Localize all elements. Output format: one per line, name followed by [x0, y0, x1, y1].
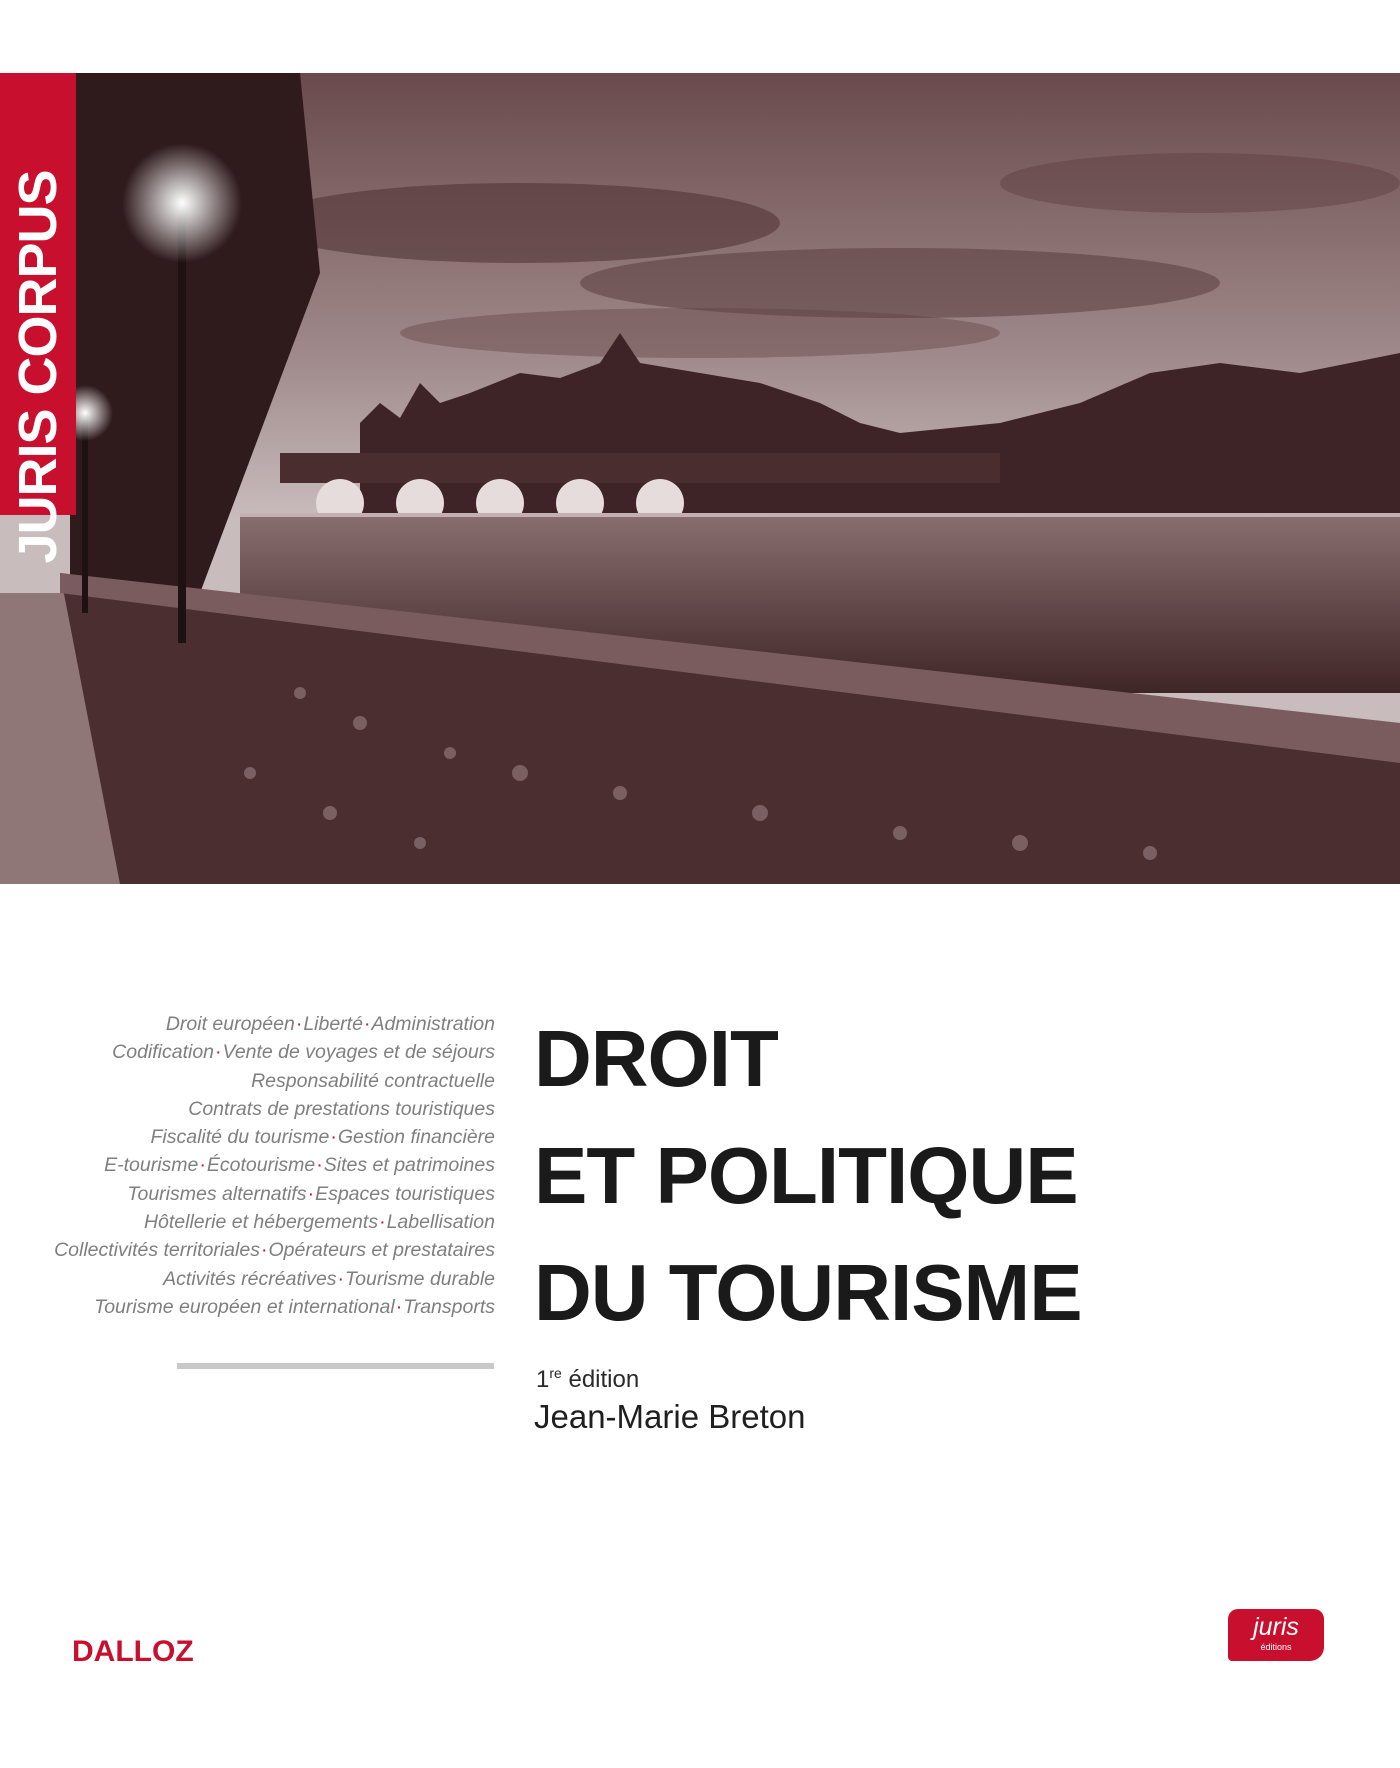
topic-item: E-tourisme [104, 1154, 199, 1177]
topic-item: Transports [403, 1295, 495, 1318]
topic-item: Tourisme durable [345, 1267, 495, 1290]
topic-line [0, 1038, 495, 1066]
juris-logo-sub: éditions [1260, 1642, 1292, 1652]
book-title [534, 1000, 1082, 1351]
author-name: Jean-Marie Breton [534, 1398, 806, 1435]
topic-separator: · [363, 1013, 371, 1035]
cover-photo [0, 73, 1400, 884]
topic-item: Fiscalité du tourisme [150, 1126, 330, 1149]
topic-separator: · [330, 1126, 337, 1149]
topic-item: Labellisation [386, 1211, 495, 1234]
topic-item: Droit européen [165, 1013, 295, 1035]
topic-item: Collectivités territoriales [54, 1239, 260, 1262]
topic-separator: · [295, 1013, 303, 1035]
topic-item: Activités récréatives [163, 1267, 337, 1290]
topic-separator: · [395, 1295, 403, 1318]
topic-item: Administration [371, 1013, 495, 1035]
paris-bridge-padlocks-photo [0, 73, 1400, 884]
edition-number: 1 [536, 1366, 550, 1393]
topic-line [0, 1265, 495, 1293]
topic-item: Tourismes alternatifs [127, 1182, 307, 1205]
topic-item: Codification [112, 1041, 215, 1064]
topic-divider [177, 1363, 494, 1369]
topic-item: Opérateurs et prestataires [268, 1239, 495, 1262]
topic-separator: · [260, 1239, 268, 1262]
topic-list [0, 1010, 495, 1321]
topic-separator: · [316, 1154, 323, 1177]
juris-logo-word: juris [1253, 1613, 1299, 1641]
topic-separator: · [215, 1041, 222, 1064]
juris-editions-logo [1228, 1609, 1324, 1661]
topic-line [0, 1151, 495, 1179]
topic-separator: · [199, 1154, 206, 1177]
topic-item: Tourisme européen et international [94, 1295, 395, 1318]
topic-item: Hôtellerie et hébergements [143, 1211, 379, 1234]
edition-word: édition [568, 1366, 640, 1393]
edition [536, 1365, 639, 1394]
series-label: JURIS CORPUS [8, 170, 68, 564]
title-line: DU TOURISME [534, 1248, 1082, 1337]
topic-item: Liberté [303, 1013, 363, 1035]
edition-suffix: re [549, 1365, 562, 1381]
topic-line [0, 1208, 495, 1236]
topic-item: Contrats de prestations touristiques [188, 1097, 495, 1120]
series-band [0, 73, 76, 564]
topic-separator: · [307, 1182, 315, 1205]
topic-item: Gestion financière [337, 1126, 495, 1149]
title-line: ET POLITIQUE [534, 1131, 1078, 1220]
topic-line [0, 1123, 495, 1151]
topic-line [0, 1180, 495, 1208]
topic-line [0, 1067, 495, 1095]
topic-line [0, 1293, 495, 1321]
title-line: DROIT [534, 1014, 778, 1103]
topic-item: Écotourisme [206, 1154, 316, 1177]
topic-item: Espaces touristiques [315, 1182, 495, 1205]
topic-line [0, 1095, 495, 1123]
topic-item: Vente de voyages et de séjours [222, 1041, 495, 1064]
topic-separator: · [337, 1267, 345, 1290]
topic-line [0, 1236, 495, 1264]
topic-line [0, 1010, 495, 1038]
topic-item: Responsabilité contractuelle [251, 1069, 495, 1092]
topic-separator: · [379, 1211, 386, 1234]
dalloz-logo: DALLOZ [72, 1635, 194, 1668]
topic-item: Sites et patrimoines [323, 1154, 495, 1177]
